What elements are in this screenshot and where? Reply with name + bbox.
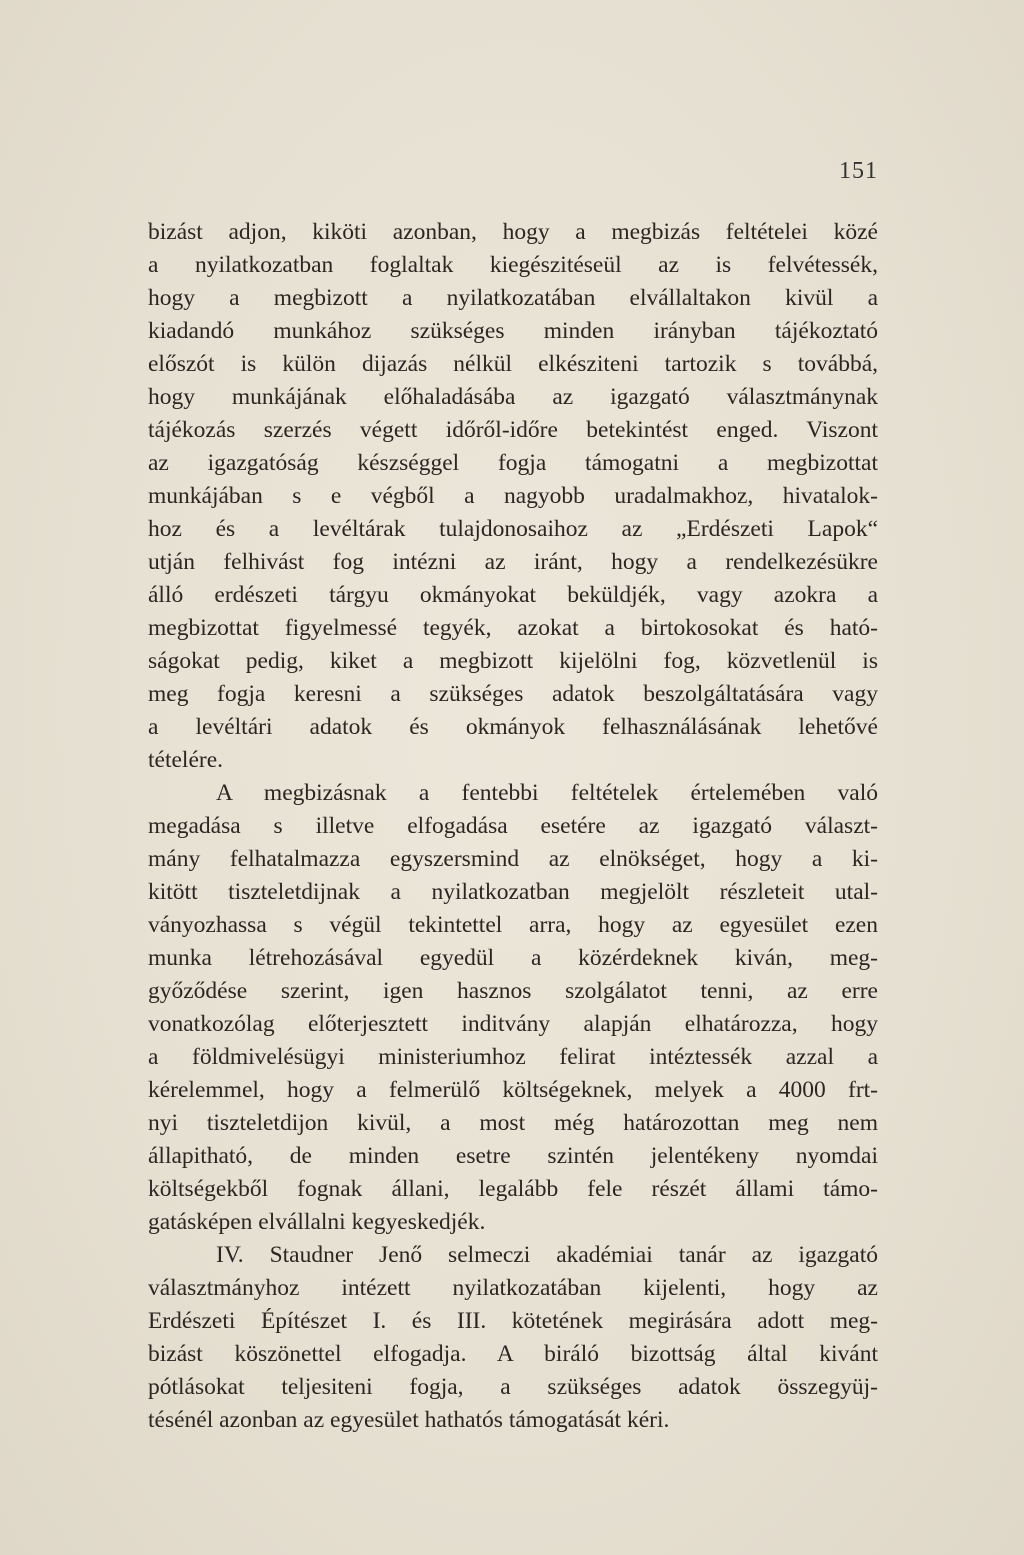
- text-line: állapitható, de minden esetre szintén jelentékeny nyomdai: [148, 1143, 878, 1169]
- text-line: tésénél azonban az egyesület hathatós támogatását kéri.: [148, 1407, 670, 1433]
- body-text: [148, 216, 878, 1437]
- text-line: A megbizásnak a fentebbi feltételek értelemében való: [216, 780, 878, 806]
- text-line: tájékozás szerzés végett időről-időre betekintést enged. Viszont: [148, 417, 878, 443]
- text-line: ványozhassa s végül tekintettel arra, hogy az egyesület ezen: [148, 912, 878, 938]
- text-line: bizást köszönettel elfogadja. A biráló bizottság által kivánt: [148, 1341, 878, 1367]
- text-line: hoz és a levéltárak tulajdonosaihoz az „Erdészeti Lapok“: [148, 516, 878, 542]
- text-line: munkájában s e végből a nagyobb uradalmakhoz, hivatalok-: [148, 483, 878, 509]
- text-line: költségekből fognak állani, legalább fele részét állami támo-: [148, 1176, 878, 1202]
- text-line: bizást adjon, kiköti azonban, hogy a megbizás feltételei közé: [148, 219, 878, 245]
- text-line: hogy munkájának előhaladásába az igazgató választmánynak: [148, 384, 878, 410]
- text-line: kitött tiszteletdijnak a nyilatkozatban megjelölt részleteit utal-: [148, 879, 878, 905]
- text-line: ságokat pedig, kiket a megbizott kijelölni fog, közvetlenül is: [148, 648, 878, 674]
- text-line: az igazgatóság készséggel fogja támogatni a megbizottat: [148, 450, 878, 476]
- text-line: gatásképen elvállalni kegyeskedjék.: [148, 1209, 486, 1235]
- text-line: pótlásokat teljesiteni fogja, a szükséges adatok összegyüj-: [148, 1374, 878, 1400]
- text-line: előszót is külön dijazás nélkül elkésziteni tartozik s továbbá,: [148, 351, 878, 377]
- text-line: álló erdészeti tárgyu okmányokat beküldjék, vagy azokra a: [148, 582, 878, 608]
- text-line: megbizottat figyelmessé tegyék, azokat a birtokosokat és ható-: [148, 615, 878, 641]
- text-line: kérelemmel, hogy a felmerülő költségeknek, melyek a 4000 frt-: [148, 1077, 878, 1103]
- text-line: a levéltári adatok és okmányok felhasználásának lehetővé: [148, 714, 878, 740]
- text-line: vonatkozólag előterjesztett inditvány alapján elhatározza, hogy: [148, 1011, 878, 1037]
- text-line: hogy a megbizott a nyilatkozatában elvállaltakon kivül a: [148, 285, 878, 311]
- text-line: IV. Staudner Jenő selmeczi akadémiai tanár az igazgató: [216, 1242, 878, 1268]
- text-line: kiadandó munkához szükséges minden irányban tájékoztató: [148, 318, 878, 344]
- text-line: tételére.: [148, 747, 224, 773]
- text-line: a nyilatkozatban foglaltak kiegészitéseül az is felvétessék,: [148, 252, 878, 278]
- text-line: a földmivelésügyi ministeriumhoz felirat intéztessék azzal a: [148, 1044, 878, 1070]
- text-line: meg fogja keresni a szükséges adatok beszolgáltatására vagy: [148, 681, 878, 707]
- text-line: mány felhatalmazza egyszersmind az elnökséget, hogy a ki-: [148, 846, 878, 872]
- text-line: nyi tiszteletdijon kivül, a most még határozottan meg nem: [148, 1110, 878, 1136]
- text-line: utján felhivást fog intézni az iránt, hogy a rendelkezésükre: [148, 549, 878, 575]
- text-line: megadása s illetve elfogadása esetére az igazgató választ-: [148, 813, 878, 839]
- text-line: választmányhoz intézett nyilatkozatában kijelenti, hogy az: [148, 1275, 878, 1301]
- page-number: 151: [839, 158, 878, 184]
- text-line: győződése szerint, igen hasznos szolgálatot tenni, az erre: [148, 978, 878, 1004]
- text-line: munka létrehozásával egyedül a közérdeknek kiván, meg-: [148, 945, 878, 971]
- text-line: Erdészeti Építészet I. és III. kötetének megirására adott meg-: [148, 1308, 878, 1334]
